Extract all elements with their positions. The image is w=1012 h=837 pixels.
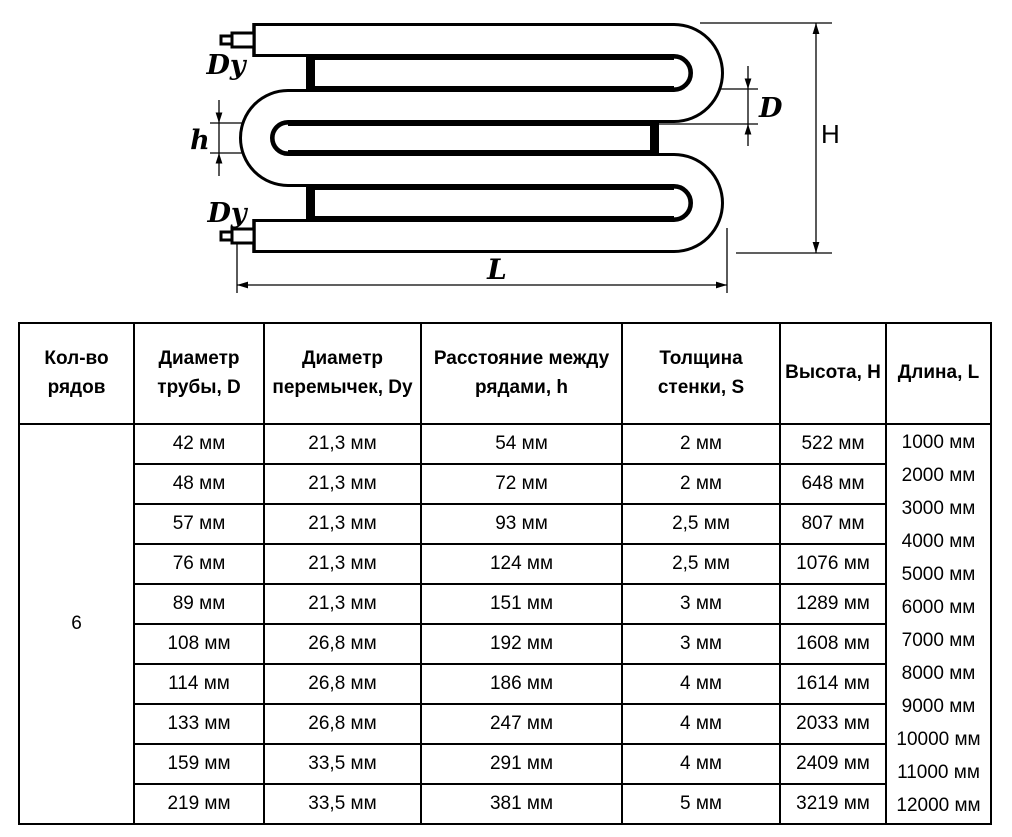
cell-height: 1289 мм	[780, 584, 886, 624]
length-value: 7000 мм	[901, 630, 976, 651]
header-rows-count: Кол-во рядов	[19, 323, 134, 424]
header-row	[19, 323, 991, 424]
cell-s: 2 мм	[622, 424, 780, 464]
cell-height: 1608 мм	[780, 624, 886, 664]
table-row	[19, 624, 991, 664]
height-arrow-top	[813, 23, 820, 34]
height-arrow-bottom	[813, 242, 820, 253]
h-arrow-bottom	[216, 153, 223, 164]
jumper-middle-right	[650, 121, 659, 155]
d-arrow-top	[745, 79, 752, 90]
length-value: 11000 мм	[897, 762, 980, 783]
length-arrow-left	[237, 282, 248, 289]
length-value: 1000 мм	[901, 432, 976, 453]
cell-d: 133 мм	[134, 704, 264, 744]
spec-table	[18, 322, 992, 825]
length-value: 12000 мм	[896, 795, 981, 816]
cell-d: 108 мм	[134, 624, 264, 664]
cell-dy: 21,3 мм	[264, 584, 421, 624]
cell-h: 291 мм	[421, 744, 622, 784]
cell-h: 381 мм	[421, 784, 622, 824]
table-row	[19, 784, 991, 824]
cell-dy: 21,3 мм	[264, 544, 421, 584]
table-row	[19, 504, 991, 544]
cell-s: 4 мм	[622, 664, 780, 704]
header-wall-thickness: Толщина стенки, S	[622, 323, 780, 424]
cell-h: 186 мм	[421, 664, 622, 704]
cell-s: 4 мм	[622, 704, 780, 744]
cell-s: 4 мм	[622, 744, 780, 784]
inlet-fitting	[221, 33, 254, 47]
register-diagram	[0, 0, 1012, 318]
cell-h: 247 мм	[421, 704, 622, 744]
inner-row-6	[311, 187, 690, 219]
cell-d: 114 мм	[134, 664, 264, 704]
cell-d: 219 мм	[134, 784, 264, 824]
dy-bottom-label: Dy	[207, 198, 247, 229]
cell-d: 89 мм	[134, 584, 264, 624]
inner-row-4-cap	[273, 123, 288, 153]
cell-d: 42 мм	[134, 424, 264, 464]
table-body	[19, 424, 991, 824]
length-arrow-right	[716, 282, 727, 289]
cell-s: 2,5 мм	[622, 504, 780, 544]
cell-s: 2,5 мм	[622, 544, 780, 584]
cell-d: 57 мм	[134, 504, 264, 544]
cell-dy: 33,5 мм	[264, 744, 421, 784]
cell-h: 54 мм	[421, 424, 622, 464]
table-row	[19, 664, 991, 704]
length-value: 6000 мм	[901, 597, 976, 618]
cell-d: 76 мм	[134, 544, 264, 584]
cell-h: 124 мм	[421, 544, 622, 584]
cell-h: 151 мм	[421, 584, 622, 624]
table-row	[19, 464, 991, 504]
header-jumper-diameter: Диаметр перемычек, Dy	[264, 323, 421, 424]
length-value: 4000 мм	[901, 531, 976, 552]
cell-height: 1076 мм	[780, 544, 886, 584]
length-value: 9000 мм	[901, 696, 976, 717]
inner-row-2	[311, 57, 690, 89]
inner-row-4	[273, 123, 650, 153]
outlet-fitting	[221, 229, 254, 243]
cell-height: 2033 мм	[780, 704, 886, 744]
cell-height: 2409 мм	[780, 744, 886, 784]
table-row	[19, 424, 991, 464]
table-row	[19, 544, 991, 584]
cell-d: 48 мм	[134, 464, 264, 504]
h-arrow-top	[216, 113, 223, 124]
cell-s: 3 мм	[622, 584, 780, 624]
cell-h: 93 мм	[421, 504, 622, 544]
cell-dy: 21,3 мм	[264, 464, 421, 504]
length-value: 5000 мм	[901, 564, 976, 585]
height-label: H	[821, 119, 840, 149]
cell-dy: 26,8 мм	[264, 664, 421, 704]
cell-height: 1614 мм	[780, 664, 886, 704]
length-cell	[886, 424, 991, 824]
cell-dy: 21,3 мм	[264, 504, 421, 544]
length-value: 10000 мм	[896, 729, 981, 750]
cell-h: 72 мм	[421, 464, 622, 504]
cell-dy: 26,8 мм	[264, 624, 421, 664]
rows-count-cell: 6	[19, 424, 134, 824]
header-pipe-diameter: Диаметр трубы, D	[134, 323, 264, 424]
table-row	[19, 704, 991, 744]
table-row	[19, 584, 991, 624]
length-value: 8000 мм	[901, 663, 976, 684]
header-height: Высота, H	[780, 323, 886, 424]
jumper-top-left	[306, 55, 315, 91]
cell-height: 807 мм	[780, 504, 886, 544]
cell-s: 3 мм	[622, 624, 780, 664]
h-label: h	[190, 125, 210, 156]
cell-d: 159 мм	[134, 744, 264, 784]
length-label: L	[487, 253, 507, 286]
length-value: 2000 мм	[901, 465, 976, 486]
table-row	[19, 744, 991, 784]
d-arrow-bottom	[745, 124, 752, 135]
jumper-bottom-left	[306, 185, 315, 221]
d-label: D	[759, 93, 783, 124]
cell-height: 3219 мм	[780, 784, 886, 824]
cell-dy: 21,3 мм	[264, 424, 421, 464]
length-value: 3000 мм	[901, 498, 976, 519]
cell-height: 648 мм	[780, 464, 886, 504]
cell-dy: 26,8 мм	[264, 704, 421, 744]
cell-dy: 33,5 мм	[264, 784, 421, 824]
cell-s: 5 мм	[622, 784, 780, 824]
header-length: Длина, L	[886, 323, 991, 424]
header-row-spacing: Расстояние между рядами, h	[421, 323, 622, 424]
serpentine-pipe	[221, 23, 707, 253]
cell-h: 192 мм	[421, 624, 622, 664]
dy-top-label: Dy	[206, 50, 246, 81]
cell-s: 2 мм	[622, 464, 780, 504]
cell-height: 522 мм	[780, 424, 886, 464]
